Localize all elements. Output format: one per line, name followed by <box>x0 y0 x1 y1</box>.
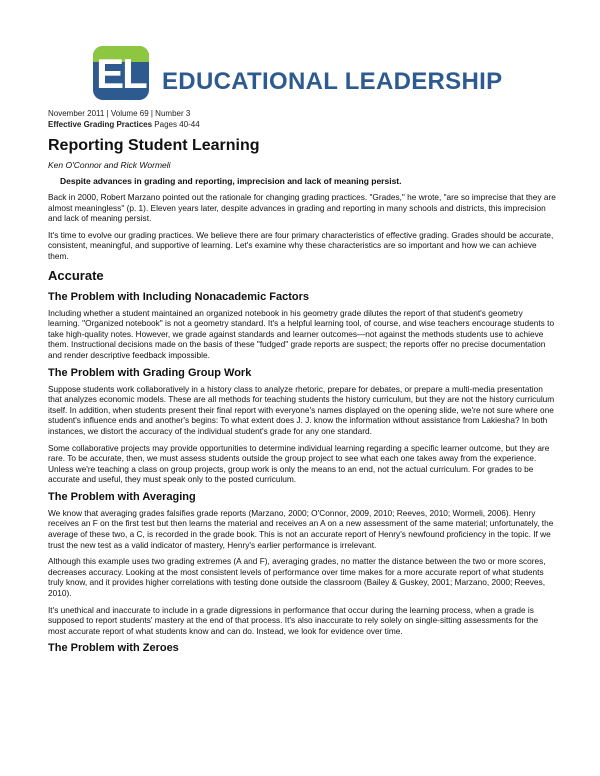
subsection-heading: The Problem with Grading Group Work <box>48 366 252 379</box>
intro-paragraph: It's time to evolve our grading practices. We believe there are four primary characteristics of effective grading. Grades should be accurate, consistent, meaningful, and supportive of learning. Let's examine why these characteristics are so important and how we can achieve them. <box>48 229 554 261</box>
logo-wordmark: EDUCATIONAL LEADERSHIP <box>162 68 503 95</box>
theme-line <box>48 119 558 130</box>
article-byline: Ken O'Connor and Rick Wormeli <box>48 160 171 170</box>
publication-logo <box>90 44 503 102</box>
body-paragraph: We know that averaging grades falsifies grade reports (Marzano, 2000; O'Connor, 2009, 2010; Reeves, 2010; Wormeli, 2006). Henry receives an F on the first test but then learns the material and receives an A on a new assessment of the same material; unfortunately, the average of these two, a C, is recorded in the grade book. This is not an accurate report of Henry's newfound proficiency in the topic. If we trust the new test as a valid indicator of mastery, Henry's earlier performance is irrelevant. <box>48 507 554 550</box>
issue-meta <box>48 108 558 130</box>
body-paragraph: It's unethical and inaccurate to include in a grade digressions in performance that occur during the learning process, when a grade is supposed to report students' mastery at the end of that process. It's also inaccurate to rely solely on single-sitting assessments for the most accurate report of what students know and can do. Instead, we look for evidence over time. <box>48 604 539 636</box>
body-paragraph: Including whether a student maintained an organized notebook in his geometry grade dilutes the report of that student's geometry learning. "Organized notebook" is not a geometry standard. It's a helpful learning tool, of course, and wise teachers encourage students to take high-quality notes. However, we grade against standards and learner outcomes—not against the methods students use to achieve them. Instructional decisions made on the basis of these "fudged" grade reports are suspect; the reports offer no precise documentation and render descriptive feedback impossible. <box>48 307 555 360</box>
subsection-heading: The Problem with Zeroes <box>48 642 179 655</box>
article-title: Reporting Student Learning <box>48 137 260 154</box>
body-paragraph: Although this example uses two grading extremes (A and F), averaging grades, no matter the distance between the two or more scores, decreases accuracy. Looking at the most consistent levels of performance over time makes for a more accurate report of what students truly know, and it provides higher correlations with testing done outside the classroom (Bailey & Guskey, 2001; Marzano, 2000; Reeves, 2010). <box>48 556 546 599</box>
article-lede: Despite advances in grading and reporting, imprecision and lack of meaning persist. <box>60 176 402 186</box>
body-paragraph: Some collaborative projects may provide opportunities to determine individual learning regarding a specific learner outcome, but they are rare. To be accurate, then, we must assess students outside the group project to see what each one takes away from the experience. Unless we're teaching a class on group projects, group work is only the means to an end, not the actual curriculum. For grades to be accurate and useful, they must speak only to the posted curriculum. <box>48 442 550 485</box>
logo-letters: EL <box>96 50 146 97</box>
article-body <box>48 137 556 659</box>
subsection-heading: The Problem with Averaging <box>48 490 196 503</box>
page-range: Pages 40-44 <box>154 120 200 129</box>
theme-title: Effective Grading Practices <box>48 120 153 129</box>
intro-paragraph: Back in 2000, Robert Marzano pointed out the rationale for changing grading practices. "Grades," he wrote, "are so imprecise that they are almost meaningless" (p. 1). Eleven years later, despite advances in grading and reporting in many schools and districts, this imprecision and lack of meaning persist. <box>48 192 556 224</box>
section-heading-accurate: Accurate <box>48 267 104 283</box>
issue-line: November 2011 | Volume 69 | Number 3 <box>48 109 191 118</box>
body-paragraph: Suppose students work collaboratively in a history class to analyze rhetoric, prepare for debates, or prepare a multi-media presentation that analyzes economic models. These are all methods for teaching students the history curriculum, but they are not the history curriculum itself. In addition, when students present their final report with everyone's names displayed on the opening slide, we're not sure where one student's influence ends and another's begins: To what extent does J. J. know the information without assistance from Lakiesha? In both instances, we distort the accuracy of the individual student's grade for any one standard. <box>48 383 555 436</box>
subsection-heading: The Problem with Including Nonacademic Factors <box>48 290 309 303</box>
el-logo-mark <box>90 44 152 102</box>
